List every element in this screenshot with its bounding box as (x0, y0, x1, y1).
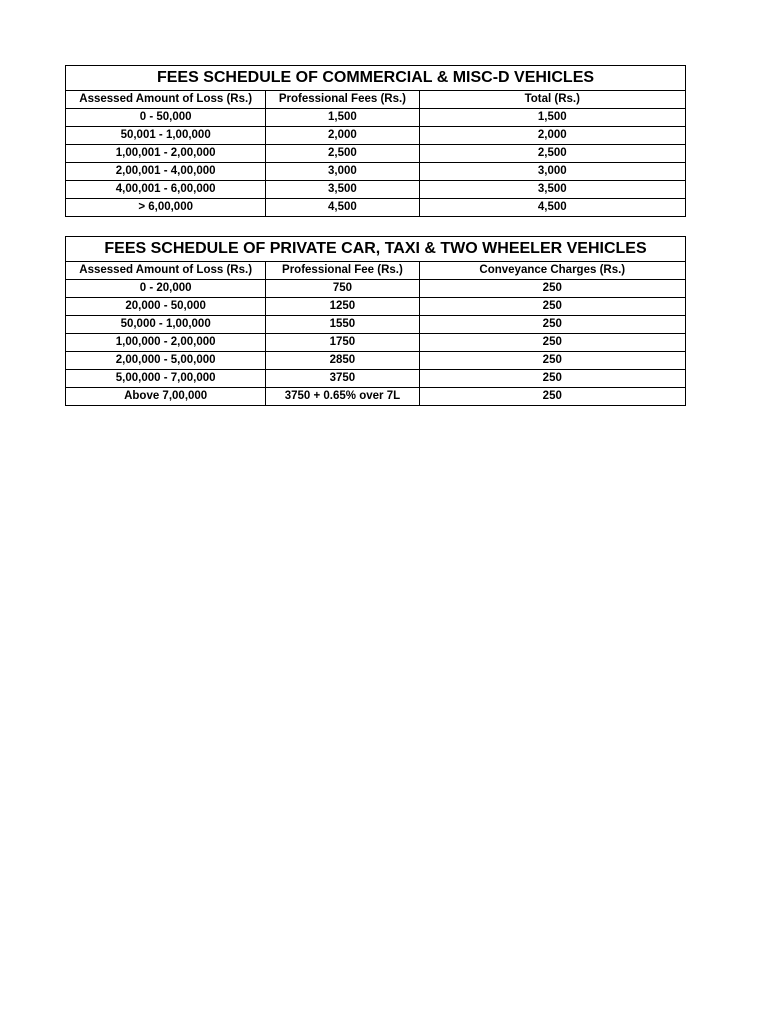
table-cell: > 6,00,000 (66, 199, 266, 217)
private-fees-table (65, 236, 686, 406)
table-cell: 250 (419, 352, 685, 370)
table-row (66, 388, 686, 406)
column-header-conveyance-charges: Conveyance Charges (Rs.) (419, 262, 685, 280)
table-title-row (66, 237, 686, 262)
table-cell: 4,500 (419, 199, 685, 217)
table-row (66, 370, 686, 388)
table-cell: 4,500 (266, 199, 419, 217)
table-cell: 50,001 - 1,00,000 (66, 127, 266, 145)
table-cell: 3750 (266, 370, 419, 388)
table-cell: 250 (419, 316, 685, 334)
table-cell: 750 (266, 280, 419, 298)
table-cell: 0 - 50,000 (66, 109, 266, 127)
table-row (66, 334, 686, 352)
table-cell: 3,000 (419, 163, 685, 181)
column-header-total: Total (Rs.) (419, 91, 685, 109)
table-cell: 1250 (266, 298, 419, 316)
table-cell: 4,00,001 - 6,00,000 (66, 181, 266, 199)
table-cell: 50,000 - 1,00,000 (66, 316, 266, 334)
column-header-assessed-amount: Assessed Amount of Loss (Rs.) (66, 91, 266, 109)
table-cell: 250 (419, 298, 685, 316)
table-cell: 2850 (266, 352, 419, 370)
table-cell: 250 (419, 388, 685, 406)
table-title: FEES SCHEDULE OF PRIVATE CAR, TAXI & TWO WHEELER VEHICLES (66, 237, 686, 262)
table-cell: 1750 (266, 334, 419, 352)
table-cell: 3,500 (419, 181, 685, 199)
table-cell: 1,500 (419, 109, 685, 127)
table-cell: 2,000 (266, 127, 419, 145)
table-cell: 2,000 (419, 127, 685, 145)
table-row (66, 127, 686, 145)
table-cell: 2,00,001 - 4,00,000 (66, 163, 266, 181)
table-row (66, 181, 686, 199)
table-row (66, 316, 686, 334)
table-cell: 1,00,001 - 2,00,000 (66, 145, 266, 163)
table-cell: 2,500 (266, 145, 419, 163)
table-cell: 3,000 (266, 163, 419, 181)
table-cell: 1,00,000 - 2,00,000 (66, 334, 266, 352)
table-row (66, 199, 686, 217)
table-cell: 3,500 (266, 181, 419, 199)
table-header-row (66, 262, 686, 280)
table-row (66, 145, 686, 163)
table-cell: 0 - 20,000 (66, 280, 266, 298)
table-cell: 2,00,000 - 5,00,000 (66, 352, 266, 370)
table-cell: 20,000 - 50,000 (66, 298, 266, 316)
table-title-row (66, 66, 686, 91)
table-row (66, 109, 686, 127)
table-row (66, 298, 686, 316)
commercial-fees-table (65, 65, 686, 217)
table-header-row (66, 91, 686, 109)
table-cell: 3750 + 0.65% over 7L (266, 388, 419, 406)
column-header-professional-fee: Professional Fee (Rs.) (266, 262, 419, 280)
column-header-professional-fees: Professional Fees (Rs.) (266, 91, 419, 109)
table-cell: 250 (419, 370, 685, 388)
table-cell: Above 7,00,000 (66, 388, 266, 406)
column-header-assessed-amount: Assessed Amount of Loss (Rs.) (66, 262, 266, 280)
table-cell: 1,500 (266, 109, 419, 127)
table-cell: 5,00,000 - 7,00,000 (66, 370, 266, 388)
table-cell: 250 (419, 280, 685, 298)
table-row (66, 163, 686, 181)
table-title: FEES SCHEDULE OF COMMERCIAL & MISC-D VEHICLES (66, 66, 686, 91)
table-cell: 2,500 (419, 145, 685, 163)
table-row (66, 280, 686, 298)
table-row (66, 352, 686, 370)
table-cell: 1550 (266, 316, 419, 334)
table-cell: 250 (419, 334, 685, 352)
